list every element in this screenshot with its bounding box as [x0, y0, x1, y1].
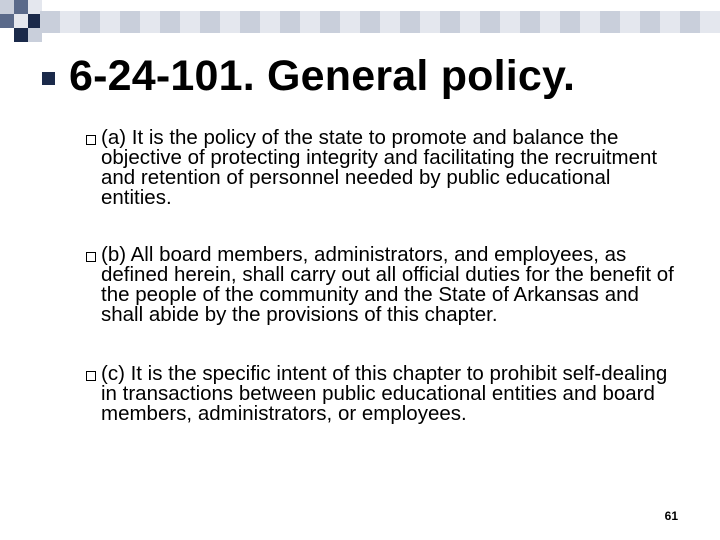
checker-square	[14, 14, 28, 28]
list-item-text: (b) All board members, administrators, and employees, as defined herein, shall carry out all official duties for the benefit of the people of the community and the State of Arkansas and shall abide by the provisions of this chapter.	[101, 243, 674, 326]
checker-square	[0, 0, 14, 14]
slide-title: 6-24-101. General policy.	[69, 52, 576, 100]
list-item	[86, 128, 686, 208]
slide-title-row	[42, 52, 575, 101]
hollow-square-bullet-icon	[86, 135, 96, 145]
decorative-band	[40, 11, 720, 33]
hollow-square-bullet-icon	[86, 371, 96, 381]
list-item	[86, 245, 686, 325]
page-number: 61	[664, 509, 678, 523]
list-item-text: (c) It is the specific intent of this chapter to prohibit self-dealing in transactions between public educational entities and board members, administrators, or employees.	[101, 362, 668, 425]
list-item	[86, 364, 686, 424]
list-item-text: (a) It is the policy of the state to promote and balance the objective of protecting integrity and facilitating the recruitment and retention of personnel needed by public educational entities.	[101, 126, 658, 209]
hollow-square-bullet-icon	[86, 252, 96, 262]
checker-square	[0, 14, 14, 28]
checker-square	[14, 28, 28, 42]
square-bullet-icon	[42, 72, 55, 85]
checker-square	[14, 0, 28, 14]
